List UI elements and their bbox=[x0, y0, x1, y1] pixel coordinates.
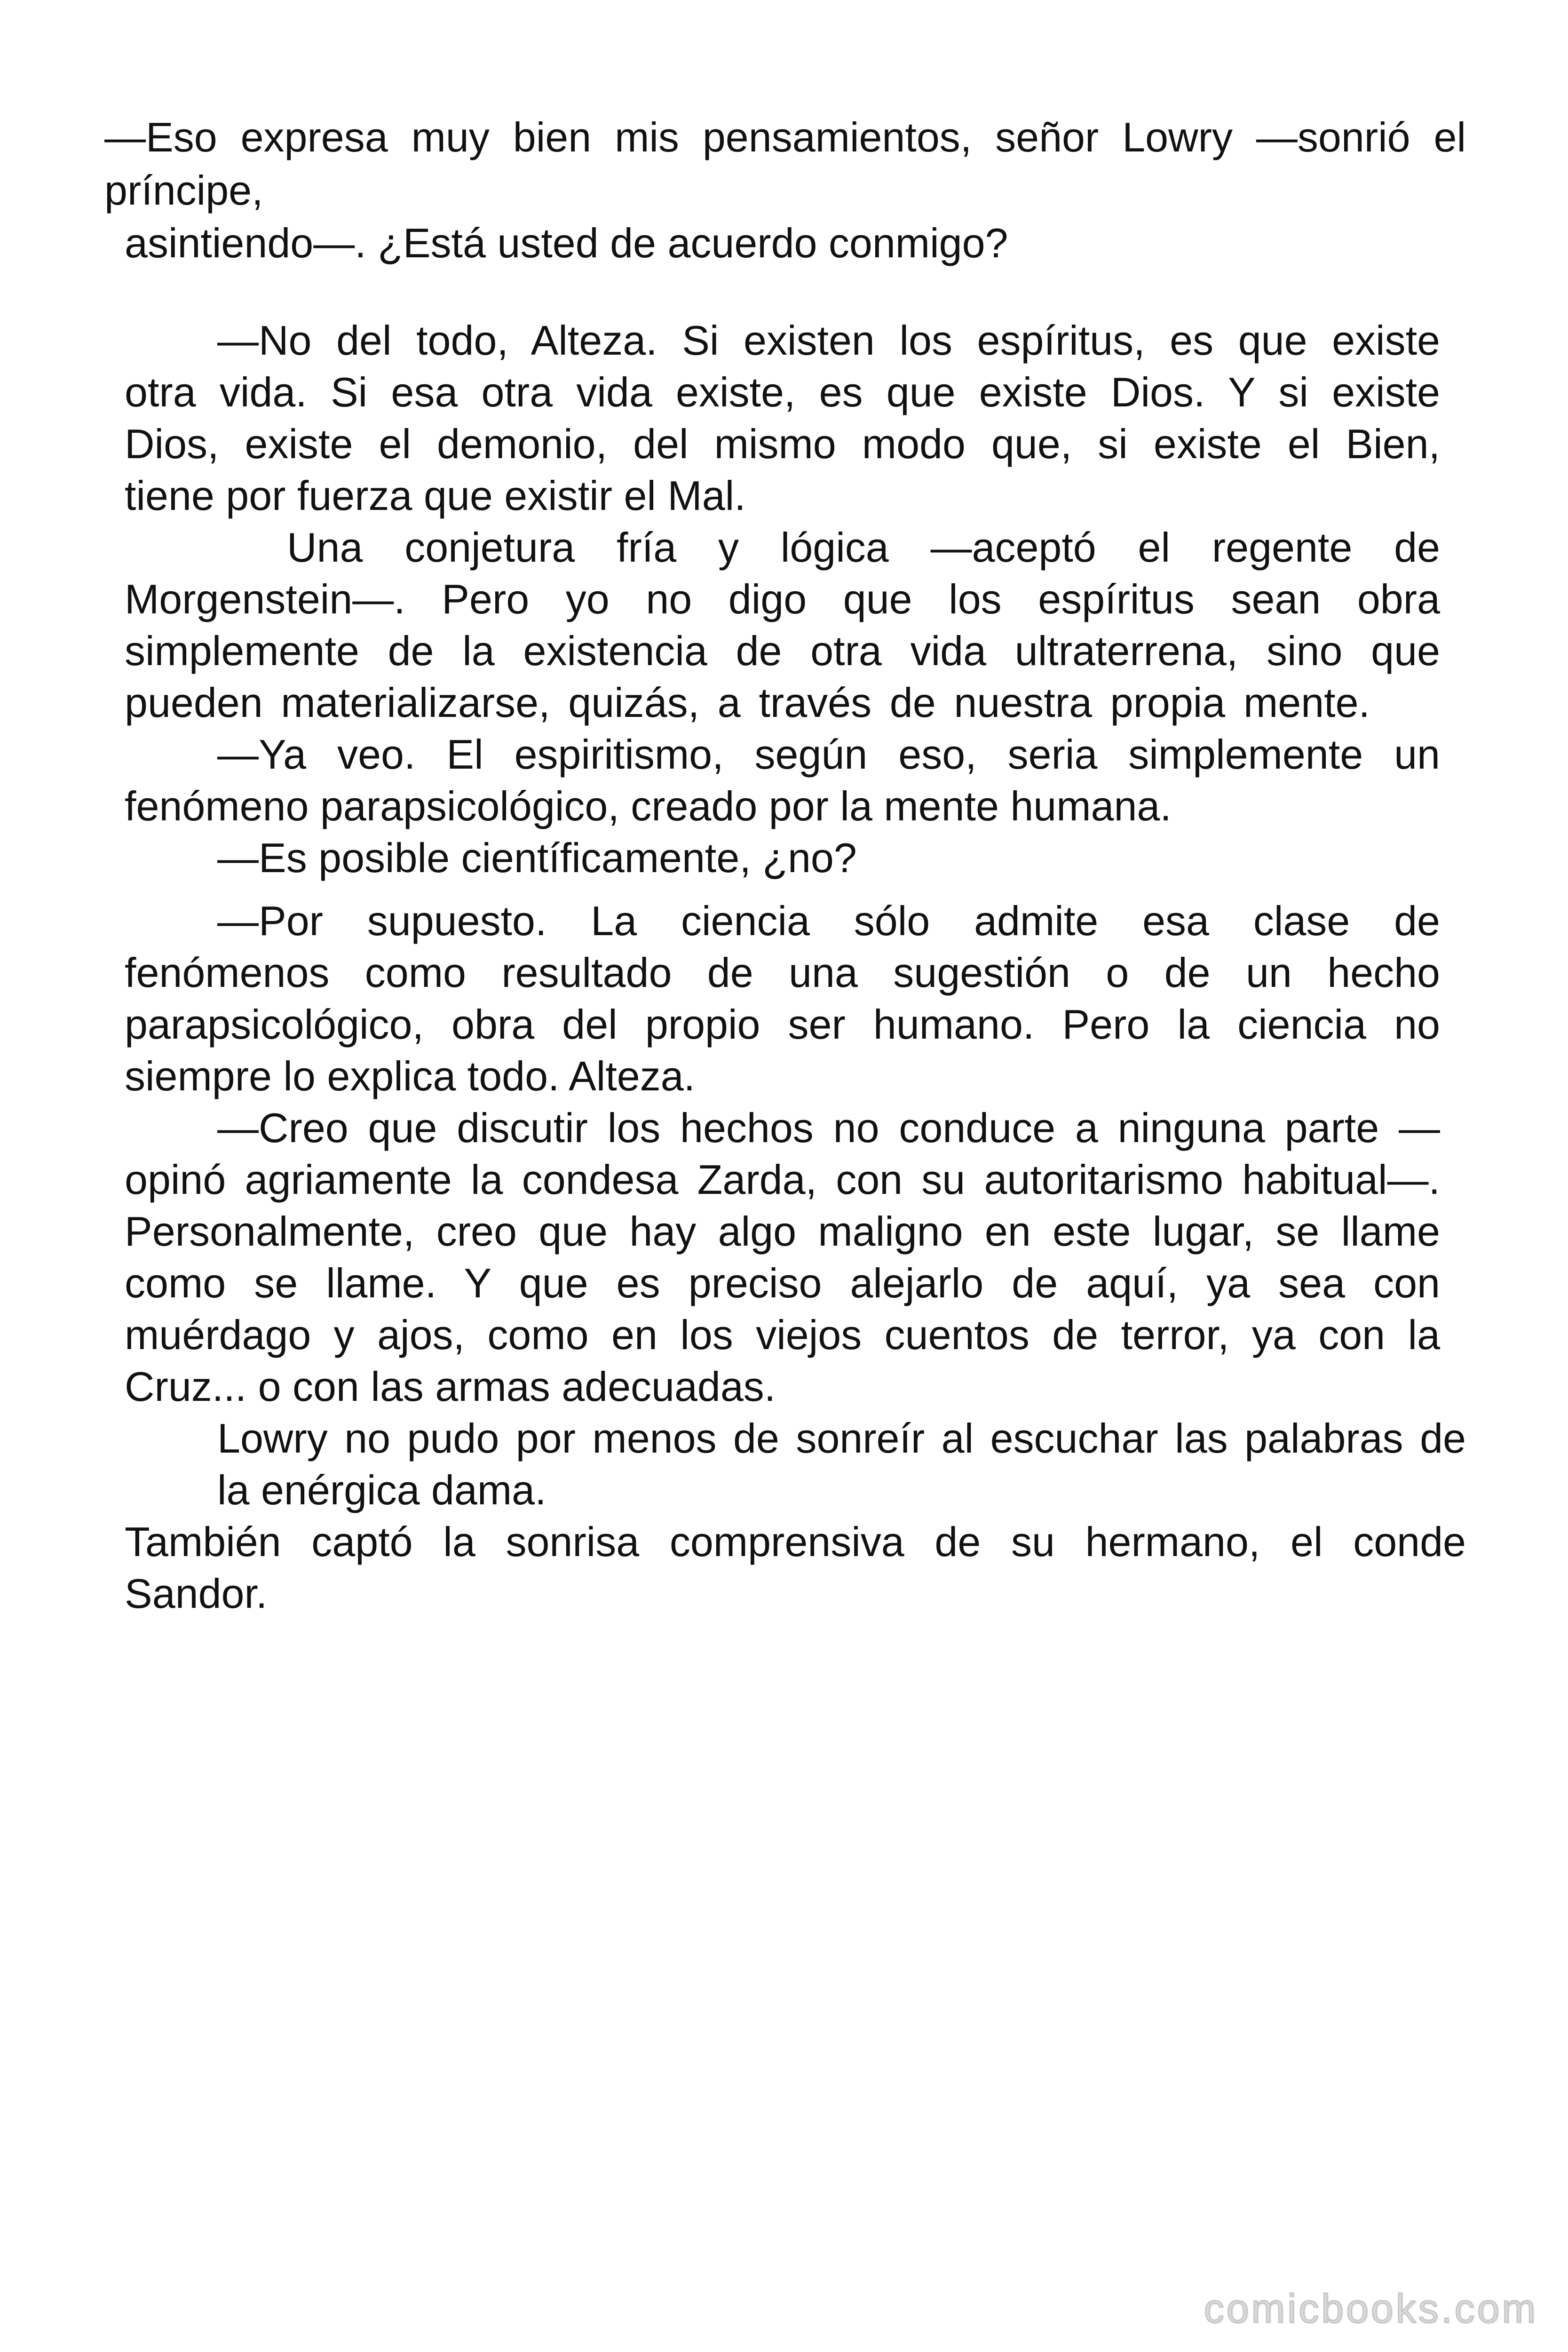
text-line: También captó la sonrisa comprensiva de su hermano, el conde bbox=[125, 1518, 1466, 1565]
text-line: Lowry no pudo por menos de sonreír al escuchar las palabras de bbox=[217, 1415, 1466, 1462]
text-line: —No del todo, Alteza. Si existen los espíritus, es que existe bbox=[217, 317, 1440, 364]
text-line: Cruz... o con las armas adecuadas. bbox=[125, 1363, 776, 1410]
text-line: muérdago y ajos, como en los viejos cuentos de terror, ya con la bbox=[125, 1311, 1440, 1358]
text-line: pueden materializarse, quizás, a través de nuestra propia mente. bbox=[125, 679, 1370, 726]
text-line: siempre lo explica todo. Alteza. bbox=[125, 1053, 696, 1099]
text-line: —Eso expresa muy bien mis pensamientos, señor Lowry —sonrió el bbox=[104, 114, 1466, 160]
text-line: simplemente de la existencia de otra vida ultraterrena, sino que bbox=[125, 628, 1440, 674]
text-line: la enérgica dama. bbox=[217, 1467, 546, 1513]
text-line: opinó agriamente la condesa Zarda, con su autoritarismo habitual—. bbox=[125, 1156, 1440, 1203]
text-line: fenómenos como resultado de una sugestión o de un hecho bbox=[125, 949, 1440, 996]
text-line: fenómeno parapsicológico, creado por la mente humana. bbox=[125, 783, 1172, 829]
text-line: parapsicológico, obra del propio ser humano. Pero la ciencia no bbox=[125, 1001, 1440, 1048]
text-line: Personalmente, creo que hay algo maligno en este lugar, se llame bbox=[125, 1208, 1440, 1255]
text-line: —Es posible científicamente, ¿no? bbox=[217, 834, 857, 881]
text-line: príncipe, bbox=[104, 167, 263, 214]
text-line: —Ya veo. El espiritismo, según eso, seria simplemente un bbox=[217, 731, 1440, 778]
text-line: Dios, existe el demonio, del mismo modo que, si existe el Bien, bbox=[125, 421, 1440, 467]
text-line: asintiendo—. ¿Está usted de acuerdo conmigo? bbox=[125, 220, 1008, 266]
text-line: como se llame. Y que es preciso alejarlo de aquí, ya sea con bbox=[125, 1260, 1440, 1306]
text-line: tiene por fuerza que existir el Mal. bbox=[125, 472, 746, 519]
text-line: —Creo que discutir los hechos no conduce a ninguna parte — bbox=[217, 1104, 1440, 1151]
text-line: Una conjetura fría y lógica —aceptó el regente de bbox=[287, 524, 1440, 571]
text-line: otra vida. Si esa otra vida existe, es que existe Dios. Y si existe bbox=[125, 369, 1440, 415]
text-line: Sandor. bbox=[125, 1570, 268, 1617]
watermark: comicbooks.com bbox=[1204, 2286, 1538, 2331]
text-line: —Por supuesto. La ciencia sólo admite esa clase de bbox=[217, 898, 1440, 944]
text-line: Morgenstein—. Pero yo no digo que los espíritus sean obra bbox=[125, 576, 1440, 622]
